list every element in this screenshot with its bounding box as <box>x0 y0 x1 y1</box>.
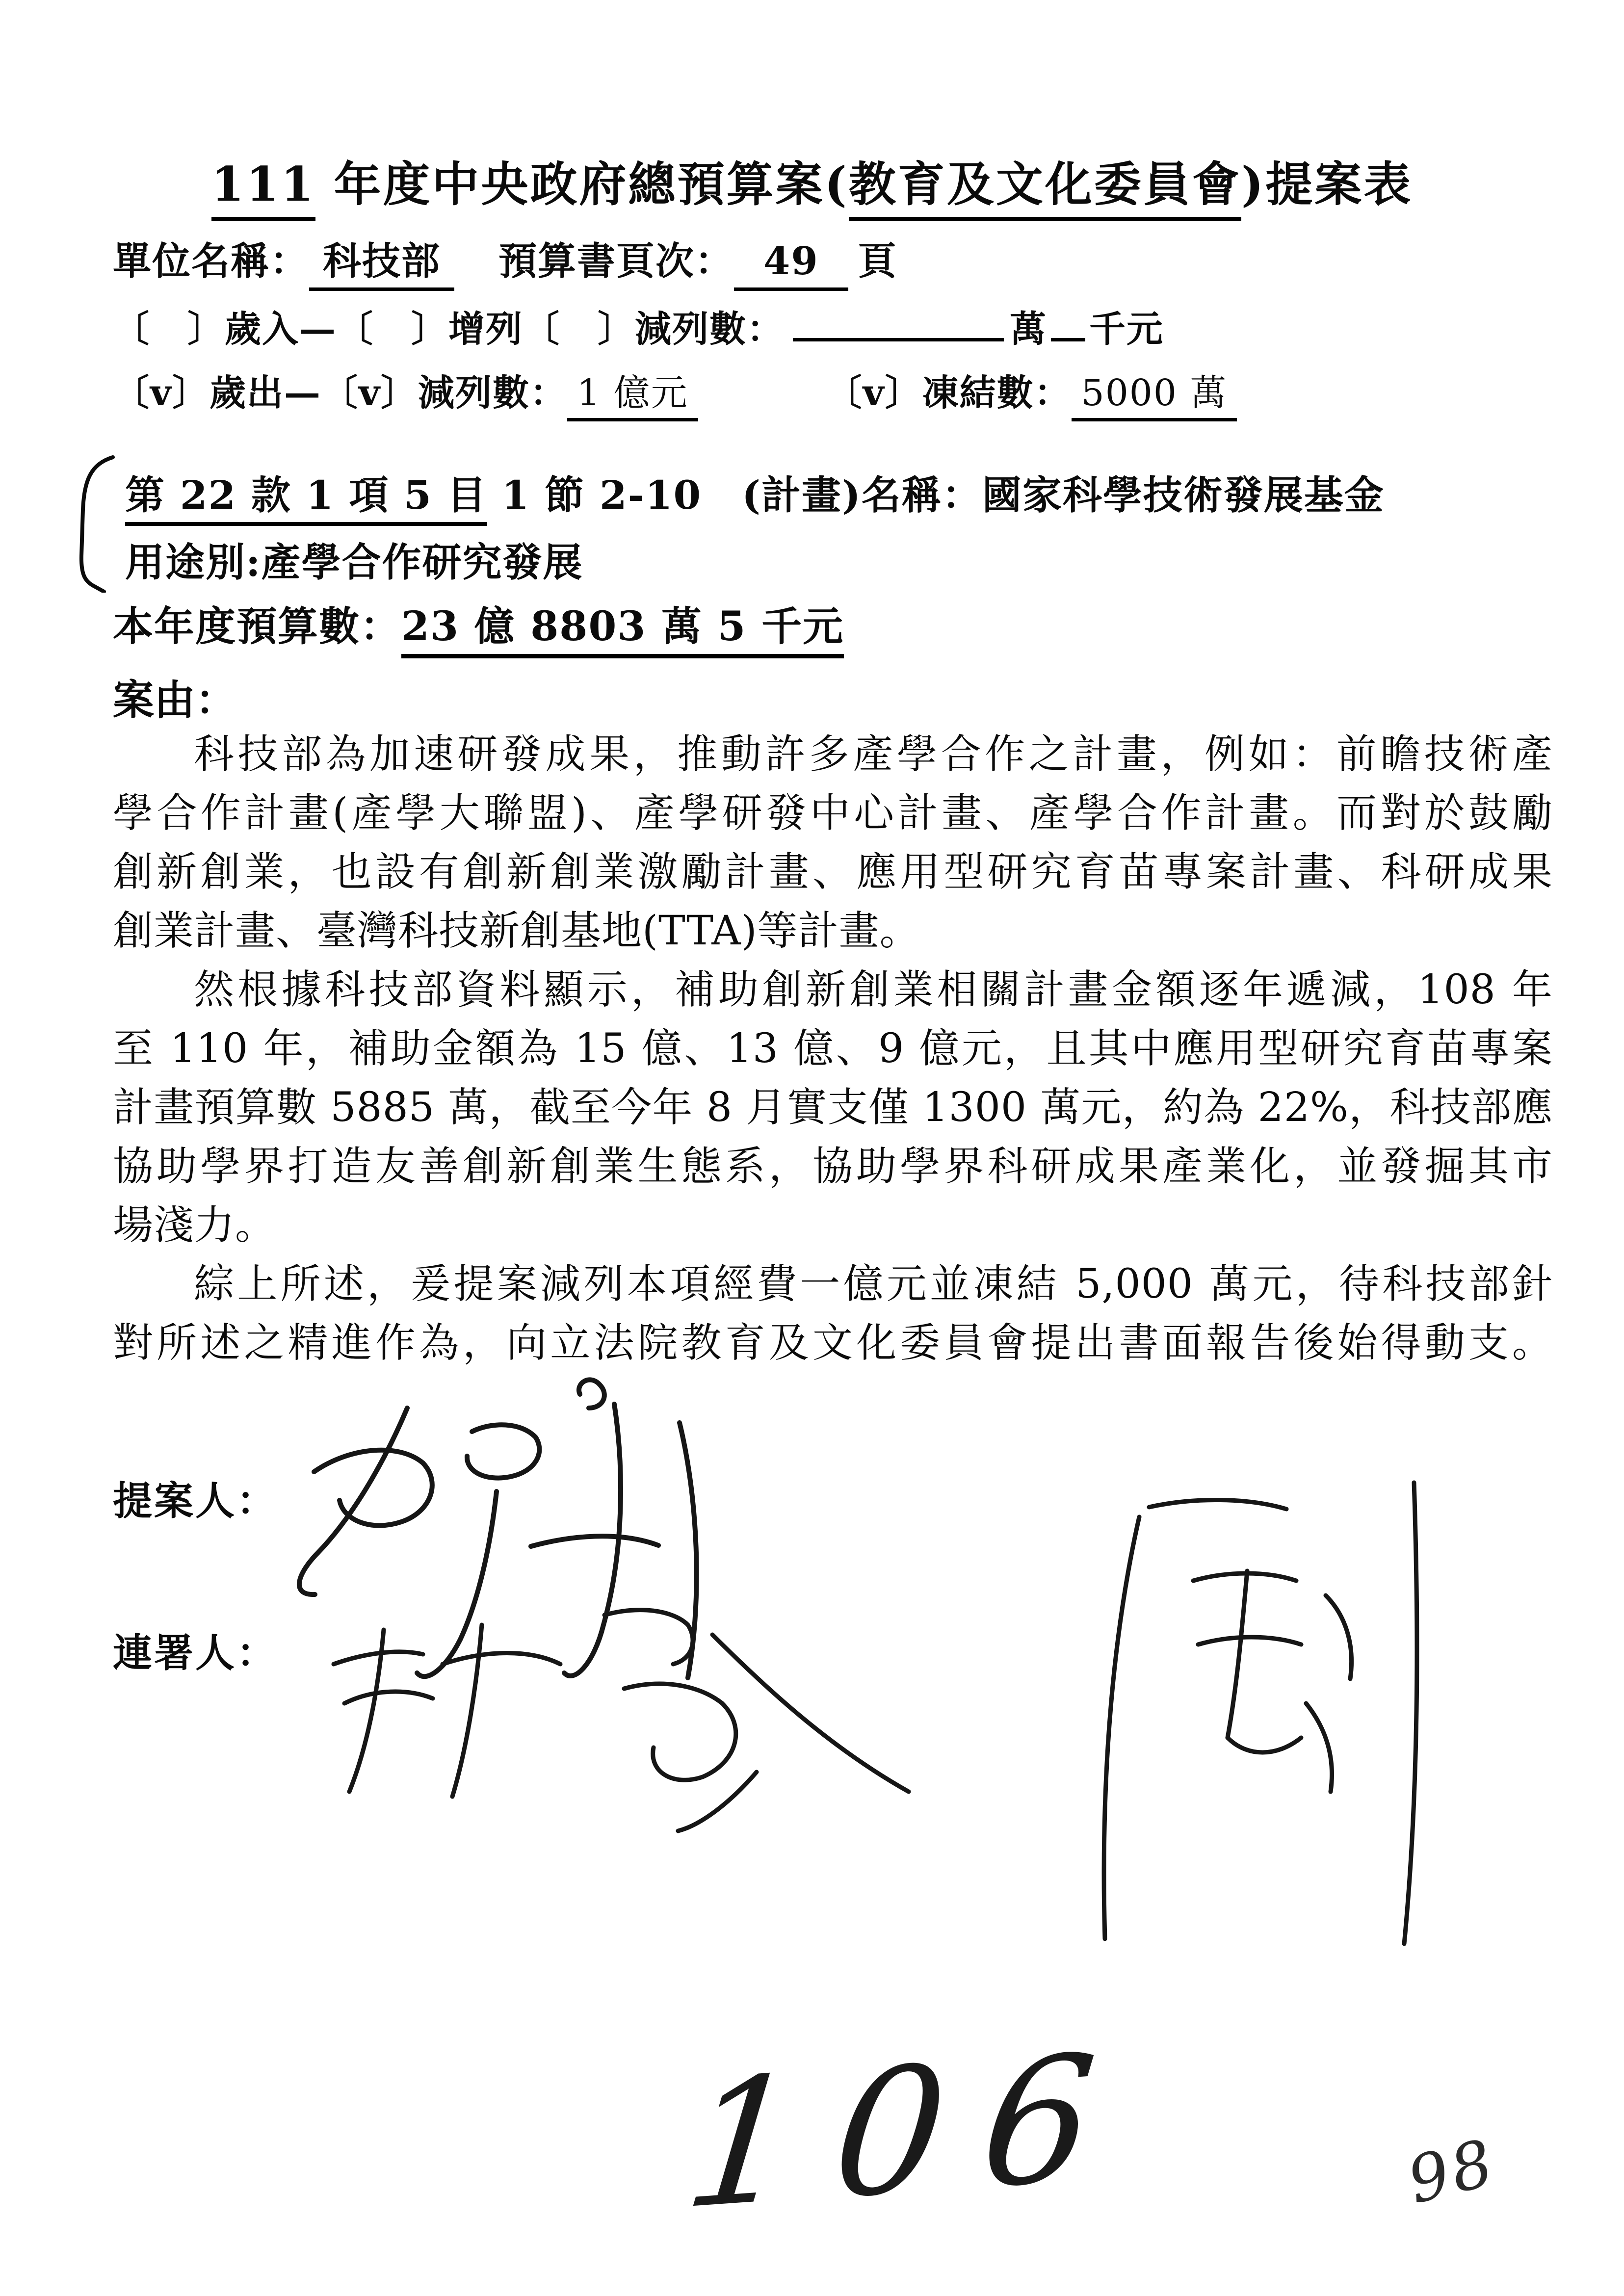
cosigner-label: 連署人： <box>113 1630 278 1676</box>
budget-total-row <box>113 595 844 652</box>
signature-stroke <box>680 1423 697 1678</box>
handwritten-number-106: 106 <box>677 2014 1143 2248</box>
signature-stroke <box>467 1425 539 1478</box>
signature-stroke <box>1404 1483 1417 1944</box>
signature-stroke <box>299 1408 407 1594</box>
unit-value: 科技部 <box>309 239 454 291</box>
title-mid: 年度中央政府總預算案( <box>315 157 849 212</box>
revenue-amount-blank <box>793 302 1004 341</box>
case-body <box>113 725 1553 1373</box>
budget-total-value: 23 億 8803 萬 5 千元 <box>401 603 844 658</box>
freeze-value: 5000 萬 <box>1072 372 1237 421</box>
case-line: 對所述之精進作為，向立法院教育及文化委員會提出書面報告後始得動支。 <box>113 1320 1553 1366</box>
signature-stroke <box>334 1652 423 1664</box>
signature-stroke <box>1198 1637 1301 1644</box>
signature-stroke <box>564 1404 621 1676</box>
revenue-row <box>113 300 1164 352</box>
expenditure-row <box>113 364 1237 416</box>
item-usage-row <box>125 531 583 587</box>
signature-stroke <box>1306 1703 1332 1792</box>
case-line: 創業計畫、臺灣科技新創基地(TTA)等計畫。 <box>113 908 920 954</box>
item-left-bracket <box>74 455 118 593</box>
item-clause-number: 第 22 款 1 項 5 目 <box>125 472 487 526</box>
item-clause-name: 1 節 2-10 (計畫)名稱：國家科學技術發展基金 <box>487 472 1385 518</box>
budget-page-value: 49 <box>734 239 848 291</box>
expenditure-row-label: 〔v〕歲出—〔v〕減列數： <box>113 372 567 414</box>
case-line: 計畫預算數 5885 萬，截至今年 8 月實支僅 1300 萬元，約為 22%，科技部應 <box>113 1084 1553 1131</box>
signature-stroke <box>443 1653 560 1665</box>
signature-stroke <box>344 1692 433 1703</box>
expenditure-cut-value: 1 億元 <box>567 372 698 421</box>
case-line: 科技部為加速研發成果，推動許多產學合作之計畫，例如：前瞻技術產 <box>194 731 1553 778</box>
signature-stroke <box>1326 1595 1352 1679</box>
title-suffix: )提案表 <box>1241 157 1413 212</box>
revenue-wan-unit: 萬 <box>1010 308 1047 350</box>
page-title <box>0 147 1624 214</box>
signature-stroke <box>1193 1573 1296 1581</box>
case-line: 創新創業，也設有創新創業激勵計畫、應用型研究育苗專案計畫、科研成果 <box>113 849 1553 895</box>
revenue-qian-unit: 千元 <box>1089 308 1164 350</box>
signature-stroke <box>1149 1500 1286 1509</box>
budget-page-label: 預算書頁次： <box>498 239 734 284</box>
unit-row <box>113 231 897 286</box>
signature-stroke <box>452 1625 482 1797</box>
signature-stroke <box>417 1491 497 1676</box>
signature-cosigner-1 <box>334 1610 909 1831</box>
title-year: 111 <box>211 157 315 221</box>
revenue-qian-blank <box>1051 302 1085 341</box>
signature-cosigner-2 <box>1104 1483 1417 1944</box>
unit-label: 單位名稱： <box>113 239 310 284</box>
signature-stroke <box>624 1684 736 1780</box>
budget-page-unit: 頁 <box>858 239 897 284</box>
signature-stroke <box>678 1772 757 1831</box>
signature-stroke <box>531 1536 658 1546</box>
case-line: 協助學界打造友善創新創業生態系，協助學界科研成果產業化，並發掘其市 <box>113 1143 1553 1190</box>
case-line: 場淺力。 <box>113 1202 276 1249</box>
item-left-bracket-stroke <box>81 457 113 592</box>
case-heading: 案由： <box>113 676 237 724</box>
budget-total-label: 本年度預算數： <box>113 603 402 650</box>
signature-stroke <box>314 1450 432 1526</box>
revenue-row-label: 〔 〕歲入—〔 〕增列〔 〕減列數： <box>113 308 784 350</box>
item-usage: 用途別:產學合作研究發展 <box>125 539 583 585</box>
case-line: 學合作計畫(產學大聯盟)、產學研發中心計畫、產學合作計畫。而對於鼓勵 <box>113 790 1553 836</box>
proposer-label: 提案人： <box>113 1478 278 1524</box>
freeze-label: 〔v〕凍結數： <box>825 372 1072 414</box>
signature-stroke <box>1228 1738 1301 1752</box>
item-clause-row <box>125 464 1385 520</box>
signature-stroke <box>712 1635 909 1792</box>
corner-page-number: 98 <box>1400 2124 1503 2218</box>
signature-stroke <box>349 1630 384 1792</box>
signature-stroke <box>579 1380 604 1408</box>
signature-stroke <box>1104 1517 1139 1939</box>
title-committee: 教育及文化委員會 <box>849 157 1241 221</box>
case-line: 然根據科技部資料顯示，補助創新創業相關計畫金額逐年遞減，108 年 <box>194 966 1553 1013</box>
case-line: 綜上所述，爰提案減列本項經費一億元並凍結 5,000 萬元，待科技部針 <box>194 1261 1553 1307</box>
signature-stroke <box>1228 1571 1247 1738</box>
signature-stroke <box>604 1610 693 1664</box>
case-line: 至 110 年，補助金額為 15 億、13 億、9 億元，且其中應用型研究育苗專案 <box>113 1025 1553 1072</box>
signature-proposer <box>299 1380 697 1678</box>
